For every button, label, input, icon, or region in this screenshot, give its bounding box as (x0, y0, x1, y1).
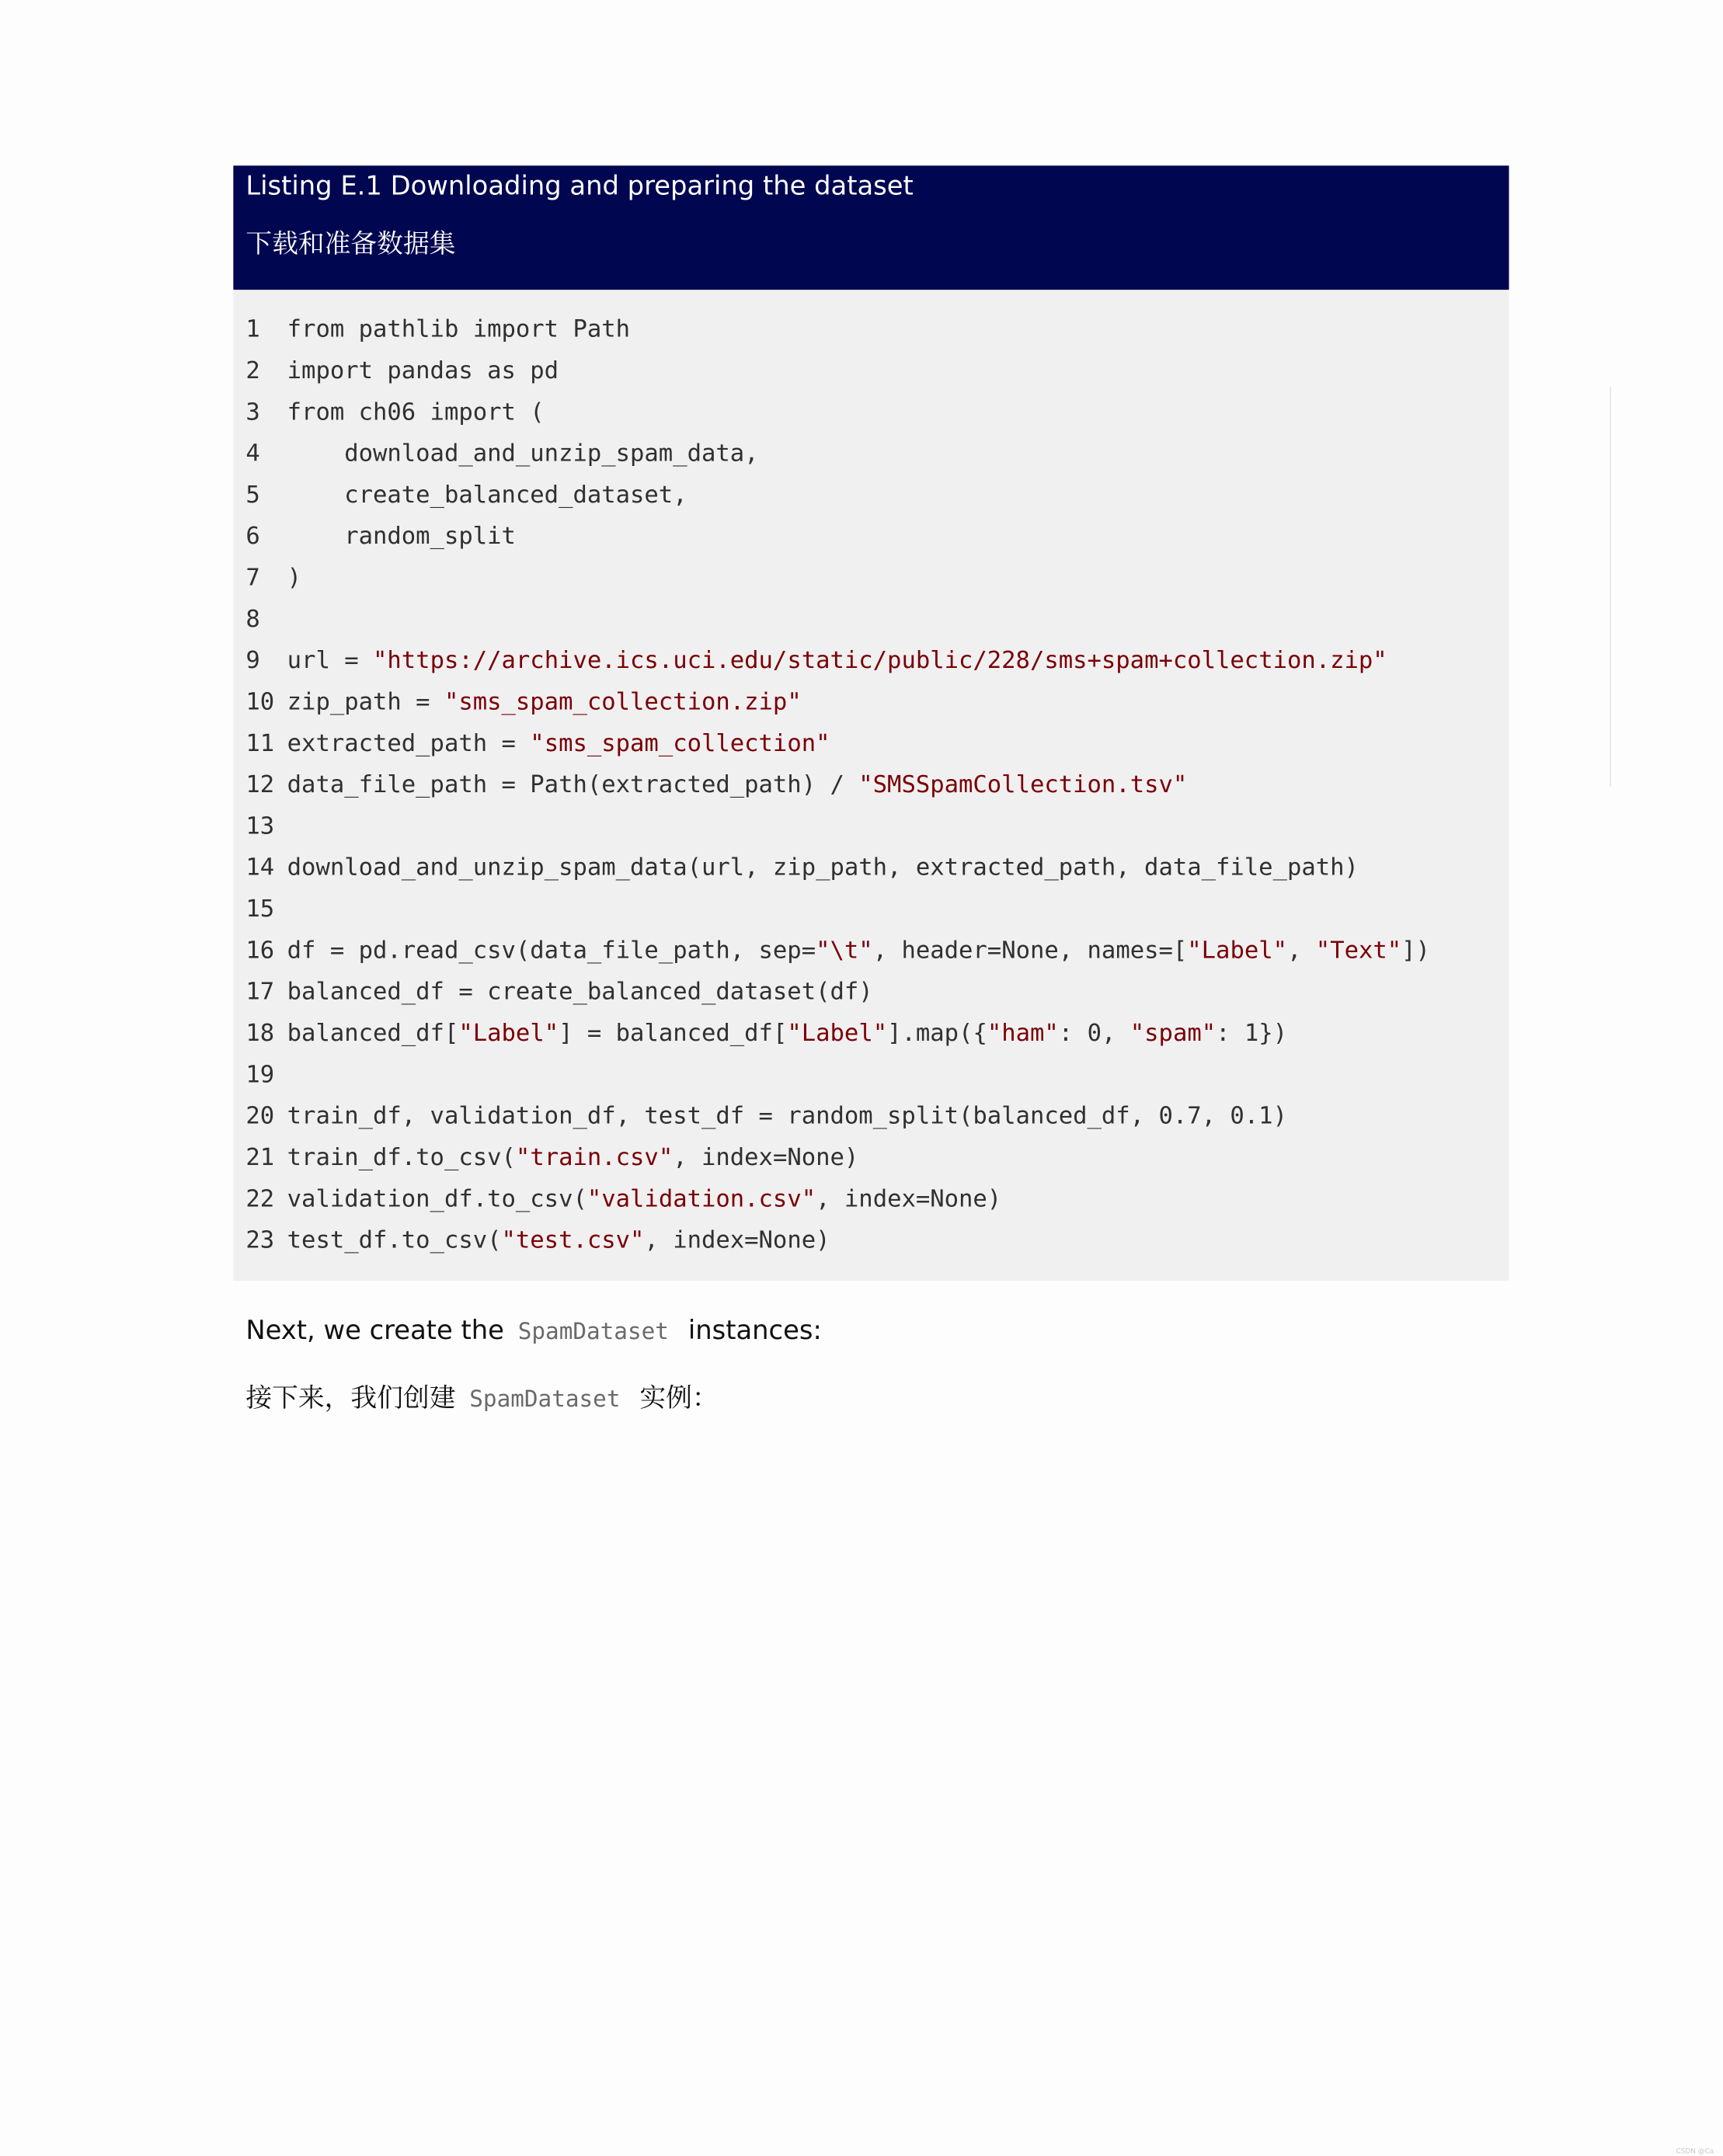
code-text: df = pd.read_csv(data_file_path, sep= (287, 937, 816, 965)
code-line (245, 1096, 1287, 1137)
line-number: 12 (245, 771, 275, 799)
paragraph-zh (245, 1378, 718, 1415)
code-string: "test.csv" (501, 1226, 645, 1255)
code-line (245, 1055, 287, 1096)
line-number: 17 (245, 979, 275, 1007)
code-string: "https://archive.ics.uci.edu/static/public/228/sms+spam+collection.zip" (373, 647, 1387, 676)
code-text: balanced_df = create_balanced_dataset(df) (287, 979, 873, 1007)
code-line (245, 392, 544, 433)
paragraph-en-before: Next, we create the (245, 1315, 504, 1346)
code-text: ].map({ (887, 1020, 987, 1048)
code-text: download_and_unzip_spam_data(url, zip_path, extracted_path, data_file_path) (287, 854, 1359, 882)
code-line (245, 930, 1430, 972)
code-text: test_df.to_csv( (287, 1226, 502, 1255)
code-string: "Text" (1315, 937, 1402, 965)
line-number: 13 (245, 812, 275, 841)
line-number: 22 (245, 1185, 275, 1214)
code-string: "\t" (816, 937, 873, 965)
code-block (233, 290, 1509, 1281)
code-text: data_file_path = Path(extracted_path) / (287, 771, 859, 799)
code-line (245, 723, 830, 764)
line-number: 5 (245, 482, 260, 509)
line-number: 14 (245, 854, 275, 882)
code-line (245, 889, 287, 930)
code-text: extracted_path = (287, 730, 531, 758)
line-number: 21 (245, 1144, 275, 1172)
code-text: import pandas as pd (287, 357, 559, 385)
line-number: 19 (245, 1061, 275, 1090)
code-line (245, 682, 801, 723)
line-number: 7 (245, 564, 260, 593)
code-text: , (1287, 937, 1316, 965)
line-number: 16 (245, 937, 275, 965)
line-number: 11 (245, 730, 275, 758)
line-number: 15 (245, 895, 275, 923)
code-line (245, 309, 630, 350)
code-text: ) (287, 564, 302, 593)
code-line (245, 475, 687, 516)
code-string: "Label" (787, 1020, 888, 1048)
code-text: ]) (1401, 937, 1430, 965)
code-string: "spam" (1130, 1020, 1217, 1048)
code-string: "ham" (987, 1020, 1059, 1048)
line-number: 20 (245, 1102, 275, 1131)
code-text: random_split (287, 523, 516, 551)
code-line (245, 806, 287, 847)
listing-header (233, 165, 1509, 290)
inline-code-spamdataset-zh: SpamDataset (469, 1386, 621, 1413)
code-text: url = (287, 647, 374, 676)
code-line (245, 516, 516, 558)
code-text: , header=None, names=[ (872, 937, 1188, 965)
listing-title: Listing E.1 Downloading and preparing the dataset (245, 171, 914, 202)
line-number: 2 (245, 357, 260, 385)
code-line (245, 1137, 858, 1178)
line-number: 18 (245, 1020, 275, 1048)
code-line (245, 599, 287, 640)
code-line (245, 433, 758, 475)
paragraph-zh-after: 实例： (639, 1382, 719, 1414)
code-text: : 1}) (1216, 1020, 1288, 1048)
code-text: train_df, validation_df, test_df = random_split(balanced_df, 0.7, 0.1) (287, 1102, 1287, 1131)
code-text: balanced_df[ (287, 1020, 459, 1048)
code-line (245, 765, 1187, 806)
code-line (245, 558, 301, 599)
scrollbar-track[interactable] (1610, 387, 1611, 787)
line-number: 9 (245, 647, 260, 676)
line-number: 8 (245, 606, 260, 634)
code-text: train_df.to_csv( (287, 1144, 516, 1172)
code-string: "validation.csv" (587, 1185, 816, 1214)
code-text: from pathlib import Path (287, 315, 631, 344)
line-number: 23 (245, 1226, 275, 1255)
code-text: zip_path = (287, 688, 444, 717)
code-text: ] = balanced_df[ (559, 1020, 788, 1048)
inline-code-spamdataset: SpamDataset (517, 1318, 669, 1344)
line-number: 10 (245, 688, 275, 717)
code-line (245, 847, 1359, 888)
code-line (245, 1013, 1287, 1054)
line-number: 6 (245, 523, 260, 551)
paragraph-en (245, 1316, 822, 1346)
code-string: "sms_spam_collection.zip" (444, 688, 802, 717)
code-text: , index=None) (644, 1226, 830, 1255)
code-string: "Label" (1187, 937, 1288, 965)
line-number: 3 (245, 398, 260, 427)
code-line (245, 641, 1387, 682)
code-text: , index=None) (673, 1144, 859, 1172)
code-text: validation_df.to_csv( (287, 1185, 587, 1214)
line-number: 1 (245, 315, 260, 344)
watermark: CSDN @Ca (1676, 2147, 1714, 2156)
code-string: "train.csv" (515, 1144, 674, 1172)
code-text: : 0, (1058, 1020, 1130, 1048)
listing-title-zh: 下载和准备数据集 (245, 229, 456, 260)
code-text: create_balanced_dataset, (287, 482, 687, 509)
code-line (245, 350, 559, 391)
code-string: "sms_spam_collection" (530, 730, 830, 758)
paragraph-zh-before: 接下来，我们创建 (245, 1382, 456, 1414)
code-string: "SMSSpamCollection.tsv" (858, 771, 1188, 799)
line-number: 4 (245, 440, 260, 468)
code-line (245, 972, 872, 1013)
code-text: download_and_unzip_spam_data, (287, 440, 759, 468)
code-line (245, 1179, 1001, 1220)
code-line (245, 1220, 830, 1261)
paragraph-en-after: instances: (687, 1315, 822, 1346)
code-text: from ch06 import ( (287, 398, 545, 427)
code-string: "Label" (458, 1020, 559, 1048)
code-text: , index=None) (816, 1185, 1002, 1214)
